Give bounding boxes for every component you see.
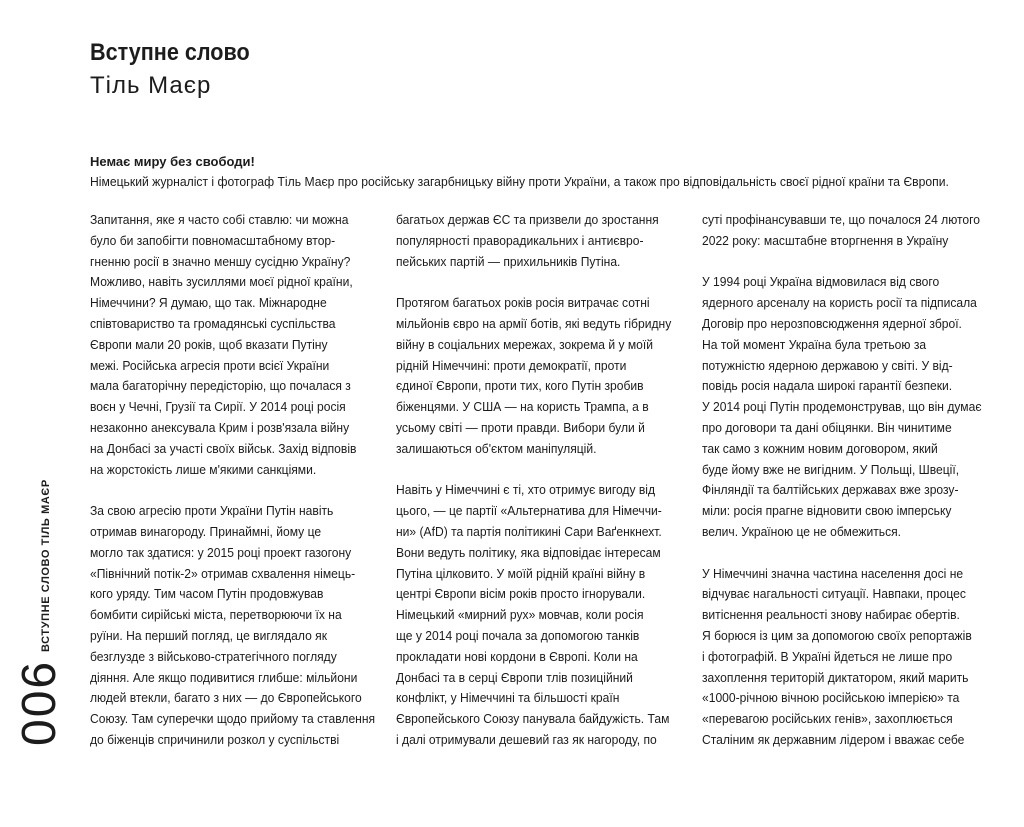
text-line: Німецький «мирний рух» мовчав, коли росія xyxy=(396,607,644,623)
text-line: 2022 року: масштабне вторгнення в Україну xyxy=(702,232,949,248)
lead-heading: Немає миру без свободи! xyxy=(90,154,255,169)
text-line: могло так здатися: у 2015 році проект газогону xyxy=(90,544,352,560)
text-line: центрі Європи вісім років просто ігнорували. xyxy=(396,586,646,602)
body-paragraph xyxy=(396,293,696,459)
text-line: так само з кожним новим договором, який xyxy=(702,440,938,456)
text-line: Протягом багатьох років росія витрачає сотні xyxy=(396,295,650,311)
text-column-2 xyxy=(396,210,696,751)
lead-text: Німецький журналіст і фотограф Тіль Маєр про російську загарбницьку війну проти України, а також про відповідальність своєї рідної країни та Європи. xyxy=(90,174,949,189)
text-line: Путіна цілковито. У моїй рідній країні війну в xyxy=(396,565,646,581)
text-line: єдиної Європи, проти тих, кого Путін зробив xyxy=(396,378,644,394)
text-line: «Північний потік-2» отримав схвалення німець- xyxy=(90,565,356,581)
text-line: усьому світі — проти правди. Вибори були й xyxy=(396,419,645,435)
text-line: людей втекли, багато з них — до Європейського xyxy=(90,690,362,706)
text-line: велич. Україною це не обмежиться. xyxy=(702,523,902,539)
text-line: було би запобігти повномасштабному втор- xyxy=(90,232,336,248)
text-line: Вони ведуть політику, яка відповідає інтересам xyxy=(396,544,661,560)
page-title: Вступне слово xyxy=(90,39,250,66)
text-line: Фінляндії та балтійських державах вже зрозу- xyxy=(702,482,959,498)
text-line: У Німеччині значна частина населення досі не xyxy=(702,565,964,581)
text-line: Договір про нерозповсюдження ядерної зброї. xyxy=(702,315,962,331)
text-line: і далі отримували дешевий газ як нагороду, по xyxy=(396,731,657,747)
text-line: пейських партій — прихильників Путіна. xyxy=(396,253,621,269)
text-line: На той момент Україна була третьою за xyxy=(702,336,927,352)
text-line: захоплення територій диктатором, який марить xyxy=(702,669,969,685)
text-line: мільйонів євро на армії ботів, які ведуть гібридну xyxy=(396,315,672,331)
text-line: Сталіним як державним лідером і вважає себе xyxy=(702,731,965,747)
body-paragraph xyxy=(90,210,390,480)
text-line: міли: росія прагне відновити свою імперську xyxy=(702,503,952,519)
text-line: мала багаторічну передісторію, що почалася з xyxy=(90,378,351,394)
text-line: суті профінансувавши те, що почалося 24 лютого xyxy=(702,212,981,227)
text-line: руїни. На перший погляд, це виглядало як xyxy=(90,627,327,643)
text-line: межі. Російська агресія проти всієї України xyxy=(90,357,330,373)
body-paragraph xyxy=(702,272,1002,542)
text-line: прокладати нові кордони в Європі. Коли на xyxy=(396,648,638,664)
section-label: ВСТУПНЕ СЛОВО ТІЛЬ МАЄР xyxy=(40,479,52,652)
body-paragraph xyxy=(396,480,696,750)
text-line: У 2014 році Путін продемонстрував, що він думає xyxy=(702,399,982,415)
text-line: безглузде з військово-стратегічного погляду xyxy=(90,648,337,664)
text-line: незаконно анексувала Крим і розв'язала війну xyxy=(90,419,350,435)
text-line: відчуває нагальності ситуації. Навпаки, процес xyxy=(702,586,966,602)
text-line: залишаються об'єктом маніпуляцій. xyxy=(396,440,597,456)
text-line: У 1994 році Україна відмовилася від свого xyxy=(702,274,940,290)
text-line: Німеччини? Я думаю, що так. Міжнародне xyxy=(90,295,327,311)
text-column-3 xyxy=(702,210,1002,751)
text-line: багатьох держав ЄС та призвели до зростання xyxy=(396,212,659,227)
text-line: «перевагою російських генів», захоплюється xyxy=(702,711,953,727)
text-line: співтовариство та громадянські суспільства xyxy=(90,315,336,331)
text-line: витіснення реальності знову набирає обертів. xyxy=(702,607,960,623)
text-line: біженцями. У США — на користь Трампа, а в xyxy=(396,399,649,415)
body-paragraph xyxy=(396,210,696,272)
text-line: потужністю ядерною державою у світі. У від- xyxy=(702,357,953,373)
text-line: Європи мали 20 років, щоб вказати Путіну xyxy=(90,336,328,352)
text-line: бомбити сирійські міста, перетворюючи їх на xyxy=(90,607,342,623)
text-line: на Донбасі за участі своїх військ. Захід відповів xyxy=(90,440,357,456)
text-line: гненню росії в значно меншу сусідню Україну? xyxy=(90,253,351,269)
body-paragraph xyxy=(702,564,1002,751)
text-line: і фотографій. В Україні йдеться не лише про xyxy=(702,648,953,664)
text-line: повідь росія надала широкі гарантії безпеки. xyxy=(702,378,953,394)
text-line: кого уряду. Тим часом Путін продовжував xyxy=(90,586,324,602)
text-line: діяння. Але якщо подивитися глибше: мільйони xyxy=(90,669,358,685)
text-line: до біженців спричинили розкол у суспільстві xyxy=(90,731,340,747)
text-line: ни» (AfD) та партія політикині Сари Ваґенкнехт. xyxy=(396,523,662,539)
text-column-1 xyxy=(90,210,390,751)
body-paragraph xyxy=(702,210,1002,252)
text-line: буде йому вже не вигідним. У Польщі, Швеції, xyxy=(702,461,960,477)
text-line: отримав винагороду. Принаймні, йому це xyxy=(90,523,322,539)
text-line: про договори та дані обіцянки. Він чинитиме xyxy=(702,419,952,435)
text-line: воєн у Чечні, Грузії та Сирії. У 2014 році росія xyxy=(90,399,346,415)
text-line: Донбасі та в серці Європи тлів позиційний xyxy=(396,669,633,685)
text-line: Я борюся із цим за допомогою своїх репортажів xyxy=(702,627,972,643)
text-line: Запитання, яке я часто собі ставлю: чи можна xyxy=(90,212,349,227)
text-line: Європейського Союзу панувала байдужість. Там xyxy=(396,711,670,727)
text-line: популярності праворадикальних і антиєвро- xyxy=(396,232,644,248)
body-paragraph xyxy=(90,501,390,751)
text-line: на жорстокість лише м'якими санкціями. xyxy=(90,461,317,477)
text-line: конфлікт, у Німеччині та більшості країн xyxy=(396,690,620,706)
page-number: 006 xyxy=(13,659,66,746)
text-line: ядерного арсеналу на користь росії та підписала xyxy=(702,295,977,311)
text-line: рідній Німеччині: проти демократії, проти xyxy=(396,357,627,373)
text-line: цього, — це партії «Альтернатива для Німеччи- xyxy=(396,503,662,519)
author-name: Тіль Маєр xyxy=(90,72,212,99)
text-line: війну в соціальних мережах, зокрема й у моїй xyxy=(396,336,654,352)
text-line: За свою агресію проти України Путін навіть xyxy=(90,503,334,519)
text-line: ще у 2014 році почала за допомогою танків xyxy=(396,627,640,643)
text-line: Навіть у Німеччині є ті, хто отримує вигоду від xyxy=(396,482,656,498)
text-line: «1000-річною вічною російською імперією» та xyxy=(702,690,960,706)
text-line: Союзу. Там суперечки щодо прийому та ставлення xyxy=(90,711,376,727)
text-line: Можливо, навіть зусиллями моєї рідної країни, xyxy=(90,274,353,290)
